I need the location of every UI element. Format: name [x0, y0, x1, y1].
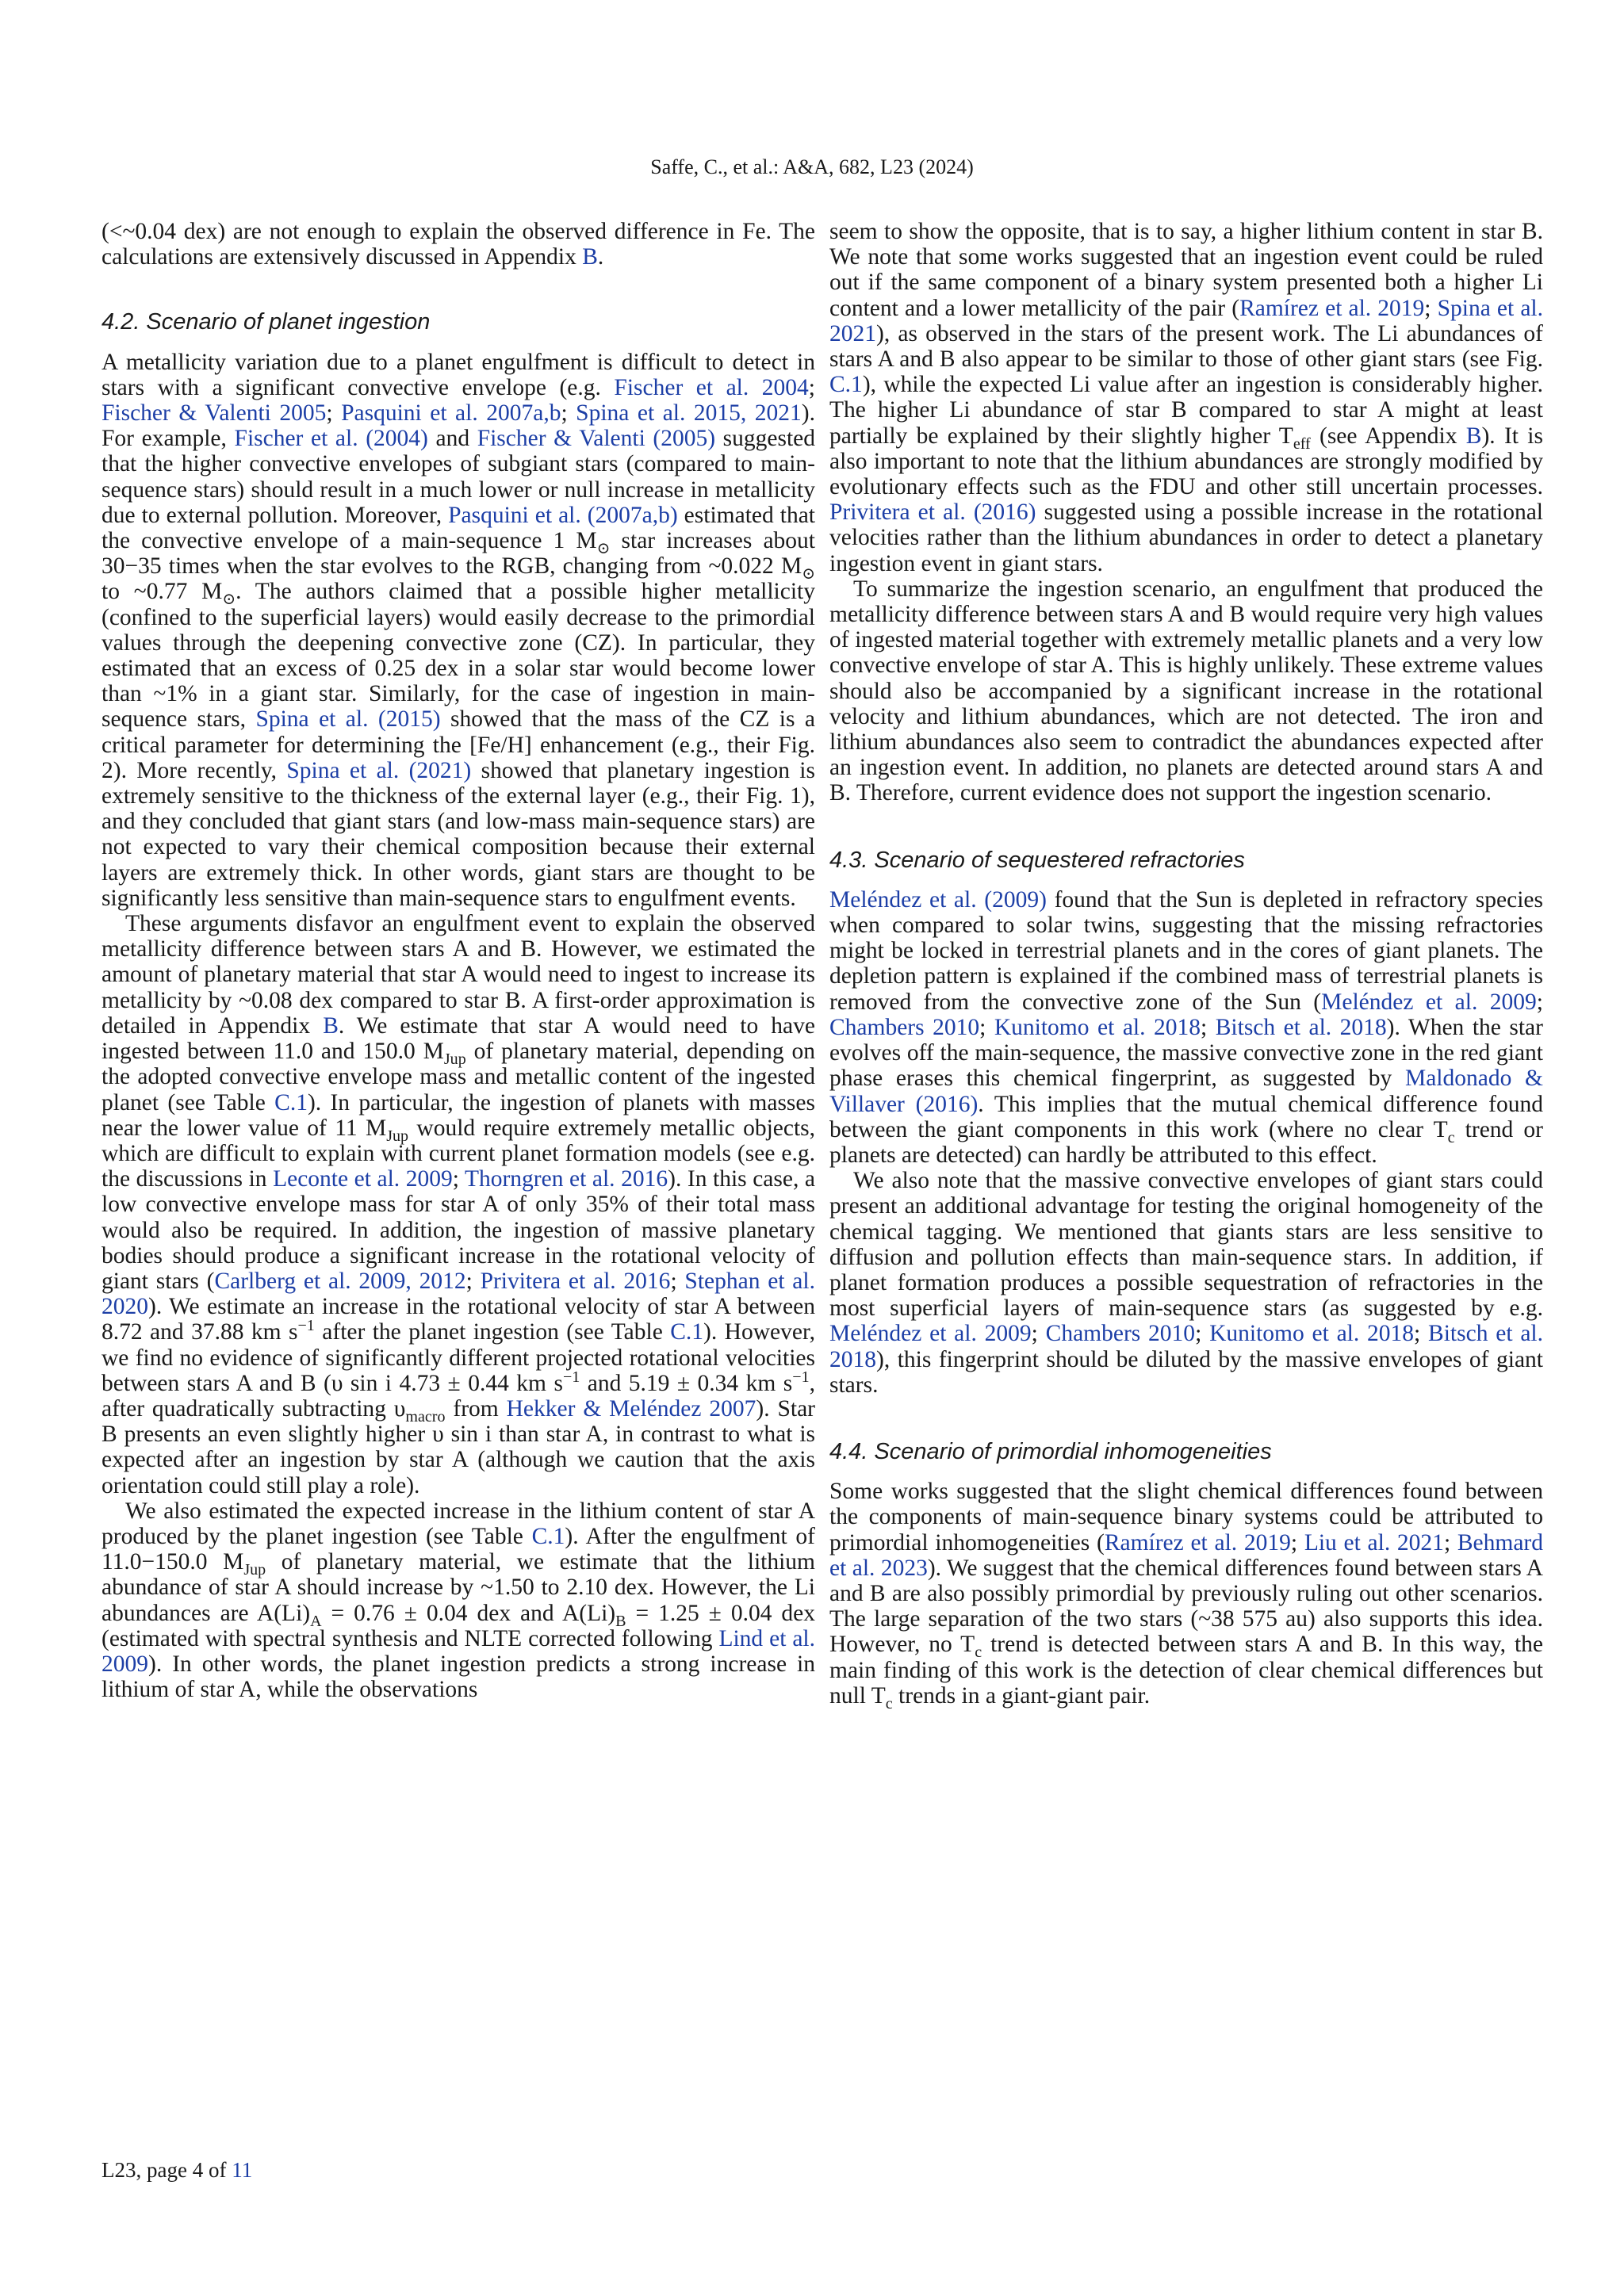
- table-c1-link[interactable]: C.1: [531, 1523, 565, 1549]
- citation-link[interactable]: Fischer & Valenti (2005): [477, 426, 716, 452]
- page-total-link[interactable]: 11: [232, 2158, 253, 2182]
- table-c1-link[interactable]: C.1: [274, 1089, 308, 1115]
- citation-link[interactable]: Meléndez et al. 2009: [829, 1321, 1032, 1347]
- citation-link[interactable]: Bitsch et al. 2018: [829, 1321, 1543, 1372]
- citation-link[interactable]: Hekker & Meléndez 2007: [506, 1395, 756, 1422]
- citation-link[interactable]: Chambers 2010: [1045, 1321, 1196, 1347]
- citation-link[interactable]: Spina et al. 2021: [829, 295, 1543, 346]
- paragraph-continued: (<~0.04 dex) are not enough to explain the observed difference in Fe. The calculations are extensively discussed in Appendix B.: [102, 219, 815, 270]
- section-heading-4-2: 4.2. Scenario of planet ingestion: [102, 309, 431, 335]
- paragraph-primordial: Some works suggested that the slight chemical differences found between the components of main-sequence binary systems could be attributed to primordial inhomogeneities (Ramírez et al. 2019; Liu et al. 2021; Behmard et al. 2023). We suggest that the chemical differences found between stars A and B are also possibly primordial by previously ruling out other scenarios. The large separation of the two stars (~38 575 au) also supports this idea. However, no $T_c$ trend is detected between stars A and B. In this way, the main finding of this work is the detection of clear chemical differences but null $T_c$ trends in a giant-giant pair.: [829, 1479, 1544, 1712]
- running-header: Saffe, C., et al.: A&A, 682, L23 (2024): [650, 155, 974, 178]
- figure-c1-link[interactable]: C.1: [829, 372, 863, 398]
- citation-link[interactable]: Stephan et al. 2020: [102, 1268, 815, 1320]
- appendix-b-link[interactable]: B: [1465, 423, 1482, 449]
- citation-link[interactable]: Spina et al. 2015, 2021: [576, 400, 802, 427]
- citation-link[interactable]: Spina et al. (2021): [286, 757, 472, 783]
- citation-link[interactable]: Fischer et al. (2004): [234, 426, 428, 452]
- citation-link[interactable]: Kunitomo et al. 2018: [994, 1014, 1201, 1040]
- citation-link[interactable]: Ramírez et al. 2019: [1104, 1529, 1291, 1556]
- right-column: [829, 219, 1544, 1712]
- paragraph-ingestion-summary: To summarize the ingestion scenario, an engulfment that produced the metallicity difference between stars A and B would require very high values of ingested material together with extremely metallic planets and a very low convective envelope of star A. This is highly unlikely. These extreme values should also be accompanied by a significant increase in the rotational velocity and lithium abundances, which are not detected. The iron and lithium abundances also seem to contradict the abundances expected after an ingestion event. In addition, no planets are detected around stars A and B. Therefore, current evidence does not support the ingestion scenario.: [829, 576, 1543, 806]
- citation-link[interactable]: Kunitomo et al. 2018: [1209, 1321, 1415, 1347]
- citation-link[interactable]: Privitera et al. 2016: [480, 1268, 671, 1294]
- paragraph-ingestion-intro: A metallicity variation due to a planet engulfment is difficult to detect in stars with a significant convective envelope (e.g. Fischer et al. 2004; Fischer & Valenti 2005; Pasquini et al. 2007a,b; Spina et al. 2015, 2021). For example, Fischer et al. (2004) and Fischer & Valenti (2005) suggested that the higher convective envelopes of subgiant stars (compared to main-sequence stars) should result in a much lower or null increase in metallicity due to external pollution. Moreover, Pasquini et al. (2007a,b) estimated that the convective envelope of a main-sequence 1 $M_⊙$ star increases about 30−35 times when the star evolves to the RGB, changing from ~0.022 $M_⊙$ to ~0.77 $M_⊙$. The authors claimed that a possible higher metallicity (confined to the superficial layers) would easily decrease to the primordial values through the deepening convective zone (CZ). In particular, they estimated that an excess of 0.25 dex in a solar star would become lower than ~1% in a giant star. Similarly, for the case of ingestion in main-sequence stars, Spina et al. (2015) showed that the mass of the CZ is a critical parameter for determining the [Fe/H] enhancement (e.g., their Fig. 2). More recently, Spina et al. (2021) showed that planetary ingestion is extremely sensitive to the thickness of the external layer (e.g., their Fig. 1), and they concluded that giant stars (and low-mass main-sequence stars) are not expected to vary their chemical composition because their external layers are extremely thick. In other words, giant stars are thought to be significantly less sensitive than main-sequence stars to engulfment events.: [102, 349, 816, 911]
- citation-link[interactable]: Pasquini et al. (2007a,b): [448, 502, 678, 528]
- paragraph-convective-envelopes: We also note that the massive convective envelopes of giant stars could present an additional advantage for testing the original homogeneity of the chemical tagging. We mentioned that giants stars are less sensitive to diffusion and pollution effects than main-sequence stars. In addition, if planet formation produces a possible sequestration of refractories in the most superficial layers of main-sequence stars (as suggested by e.g. Meléndez et al. 2009; Chambers 2010; Kunitomo et al. 2018; Bitsch et al. 2018), this fingerprint should be diluted by the massive envelopes of giant stars.: [829, 1168, 1543, 1398]
- citation-link[interactable]: Pasquini et al. 2007a,b: [341, 400, 561, 427]
- citation-link[interactable]: Maldonado & Villaver (2016): [829, 1066, 1544, 1117]
- page-footer: [102, 2158, 252, 2183]
- citation-link[interactable]: Lind et al. 2009: [102, 1625, 815, 1677]
- citation-link[interactable]: Chambers 2010: [829, 1014, 980, 1040]
- appendix-b-link[interactable]: B: [323, 1012, 339, 1039]
- left-column: [102, 219, 815, 1702]
- citation-link[interactable]: Fischer et al. 2004: [614, 374, 809, 400]
- citation-link[interactable]: Behmard et al. 2023: [829, 1529, 1544, 1581]
- citation-link[interactable]: Fischer & Valenti 2005: [102, 400, 327, 427]
- citation-link[interactable]: Ramírez et al. 2019: [1239, 295, 1425, 321]
- citation-link[interactable]: Privitera et al. (2016): [829, 499, 1036, 526]
- paragraph-ingested-mass: These arguments disfavor an engulfment event to explain the observed metallicity difference between stars A and B. However, we estimated the amount of planetary material that star A would need to ingest to increase its metallicity by ~0.08 dex compared to star B. A first-order approximation is detailed in Appendix B. We estimate that star A would need to have ingested between 11.0 and 150.0 $M_{Jup}$ of planetary material, depending on the adopted convective envelope mass and metallic content of the ingested planet (see Table C.1). In particular, the ingestion of planets with masses near the lower value of 11 $M_{Jup}$ would require extremely metallic objects, which are difficult to explain with current planet formation models (see e.g. the discussions in Leconte et al. 2009; Thorngren et al. 2016). In this case, a low convective envelope mass for star A of only 35% of their total mass would also be required. In addition, the ingestion of massive planetary bodies should produce a significant increase in the rotational velocity of giant stars (Carlberg et al. 2009, 2012; Privitera et al. 2016; Stephan et al. 2020). We estimate an increase in the rotational velocity of star A between 8.72 and 37.88 km $s^{-1}$ after the planet ingestion (see Table C.1). However, we find no evidence of significantly different projected rotational velocities between stars A and B (υ sin i 4.73 ± 0.44 km $s^{-1}$ and 5.19 ± 0.34 km $s^{-1}$, after quadratically subtracting $\upsilon_{macro}$ from Hekker & Meléndez 2007). Star B presents an even slightly higher υ sin i than star A, in contrast to what is expected after an ingestion by star A (although we caution that the axis orientation could still play a role).: [102, 911, 816, 1498]
- paragraph-lithium-continued: seem to show the opposite, that is to say, a higher lithium content in star B. We note that some works suggested that an ingestion event could be ruled out if the same component of a binary system presented both a higher Li content and a lower metallicity of the pair (Ramírez et al. 2019; Spina et al. 2021), as observed in the stars of the present work. The Li abundances of stars A and B also appear to be similar to those of other giant stars (see Fig. C.1), while the expected Li value after an ingestion is considerably higher. The higher Li abundance of star B compared to star A might at least partially be explained by their slightly higher $T_{eff}$ (see Appendix B). It is also important to note that the lithium abundances are strongly modified by evolutionary effects such as the FDU and other still uncertain processes. Privitera et al. (2016) suggested using a possible increase in the rotational velocities rather than the lithium abundances in order to detect a planetary ingestion event in giant stars.: [829, 219, 1543, 576]
- citation-link[interactable]: Meléndez et al. 2009: [1321, 989, 1537, 1015]
- citation-link[interactable]: Thorngren et al. 2016: [464, 1166, 668, 1192]
- table-c1-link[interactable]: C.1: [670, 1319, 704, 1345]
- section-heading-4-4: 4.4. Scenario of primordial inhomogeneities: [829, 1438, 1272, 1464]
- paragraph-refractories: Meléndez et al. (2009) found that the Sun is depleted in refractory species when compared to solar twins, suggesting that the missing refractories might be locked in terrestrial planets and in the cores of giant planets. The depletion pattern is explained if the combined mass of terrestrial planets is removed from the convective zone of the Sun (Meléndez et al. 2009; Chambers 2010; Kunitomo et al. 2018; Bitsch et al. 2018). When the star evolves off the main-sequence, the massive convective zone in the red giant phase erases this chemical fingerprint, as suggested by Maldonado & Villaver (2016). This implies that the mutual chemical difference found between the giant components in this work (where no clear $T_c$ trend or planets are detected) can hardly be attributed to this effect.: [829, 886, 1544, 1168]
- citation-link[interactable]: Carlberg et al. 2009, 2012: [214, 1268, 466, 1294]
- citation-link[interactable]: Liu et al. 2021: [1304, 1529, 1444, 1556]
- page-label: L23, page 4 of: [102, 2158, 232, 2182]
- paragraph-lithium: We also estimated the expected increase in the lithium content of star A produced by the planet ingestion (see Table C.1). After the engulfment of 11.0−150.0 $M_{Jup}$ of planetary material, we estimate that the lithium abundance of star A should increase by ~1.50 to 2.10 dex. However, the Li abundances are $A(Li)_A = 0.76 \pm 0.04$ dex and $A(Li)_B = 1.25 \pm 0.04$ dex (estimated with spectral synthesis and NLTE corrected following Lind et al. 2009). In other words, the planet ingestion predicts a strong increase in lithium of star A, while the observations: [102, 1498, 816, 1703]
- appendix-b-link[interactable]: B: [582, 244, 598, 270]
- citation-link[interactable]: Bitsch et al. 2018: [1215, 1014, 1387, 1040]
- citation-link[interactable]: Meléndez et al. (2009): [829, 886, 1047, 913]
- citation-link[interactable]: Spina et al. (2015): [255, 706, 441, 733]
- section-heading-4-3: 4.3. Scenario of sequestered refractories: [829, 847, 1245, 873]
- citation-link[interactable]: Leconte et al. 2009: [273, 1166, 453, 1192]
